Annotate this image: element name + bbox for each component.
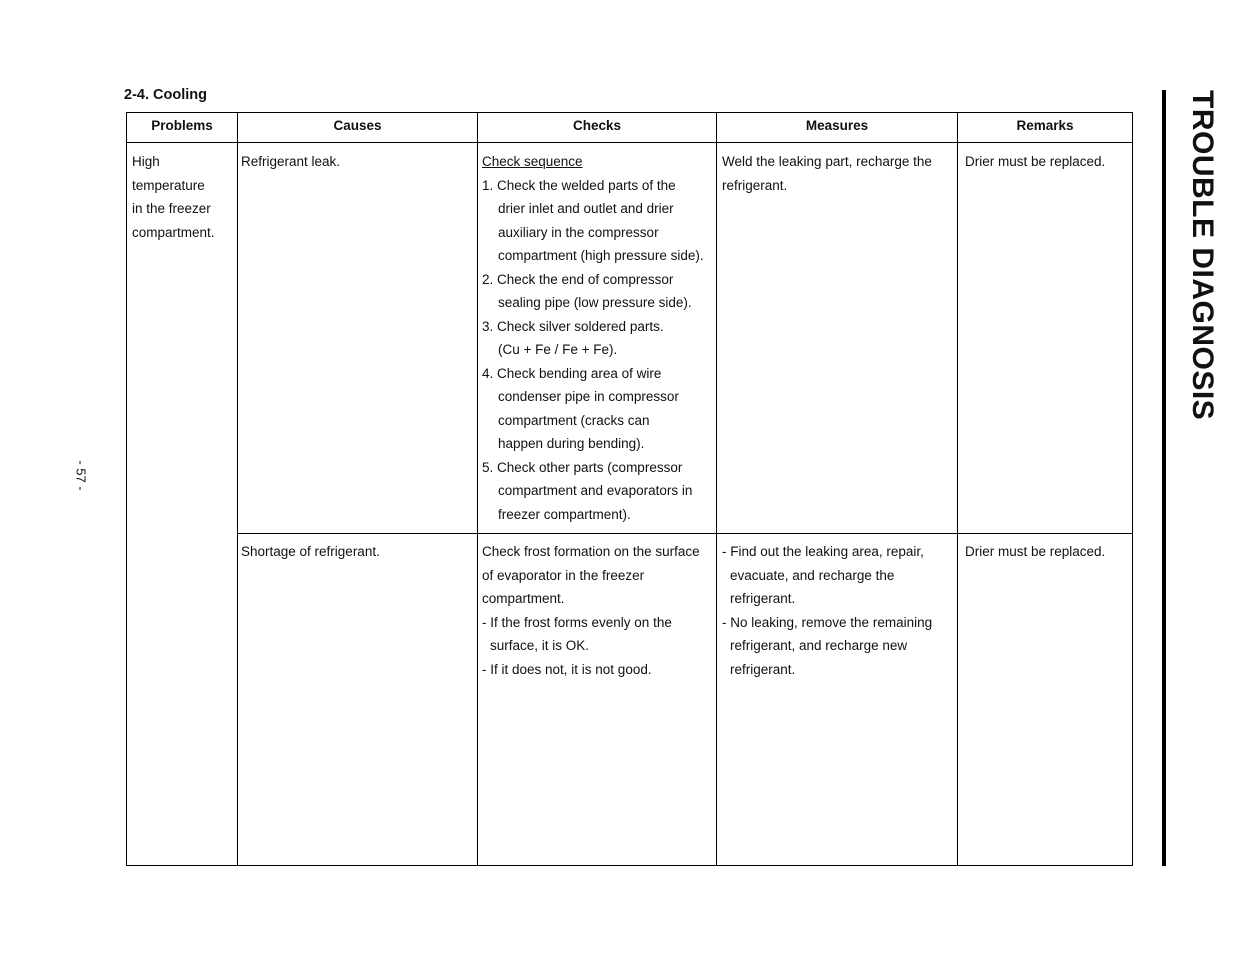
cause-text: Refrigerant leak. xyxy=(241,154,341,169)
check-step: 5. Check other parts (compressor xyxy=(482,459,683,475)
check-step: 4. Check bending area of wire xyxy=(482,365,662,381)
side-rule xyxy=(1162,90,1166,866)
section-title: 2-4. Cooling xyxy=(124,87,207,103)
measure-text: refrigerant. xyxy=(722,177,788,193)
measure-bullet-continued: refrigerant. xyxy=(730,591,796,606)
check-step-continued: compartment (high pressure side). xyxy=(498,248,704,263)
check-bullet: - If it does not, it is not good. xyxy=(482,661,652,677)
measure-bullet-continued: refrigerant, and recharge new xyxy=(730,638,908,653)
cause-cell xyxy=(241,150,340,174)
checks-cell xyxy=(482,540,700,681)
check-bullet: - If the frost forms evenly on the xyxy=(482,614,672,630)
header-checks: Checks xyxy=(572,118,622,133)
page-number: - 57 - xyxy=(73,460,89,491)
check-text: of evaporator in the freezer xyxy=(482,567,645,583)
header-causes: Causes xyxy=(333,118,382,133)
measure-bullet: - Find out the leaking area, repair, xyxy=(722,544,924,559)
check-step-continued: compartment (cracks can xyxy=(498,412,650,428)
measures-cell xyxy=(722,540,932,681)
header-problems: Problems xyxy=(151,118,213,133)
column-divider xyxy=(716,113,717,865)
check-step: 2. Check the end of compressor xyxy=(482,271,674,287)
cause-text: Shortage of refrigerant. xyxy=(241,544,380,559)
check-step-continued: freezer compartment). xyxy=(498,506,631,522)
column-divider xyxy=(237,113,238,865)
remark-text: Drier must be replaced. xyxy=(965,154,1106,169)
problem-line: compartment. xyxy=(132,224,215,240)
problem-line: High xyxy=(132,154,160,169)
problem-cell xyxy=(132,150,215,244)
header-remarks: Remarks xyxy=(1016,118,1074,133)
problem-line: temperature xyxy=(132,177,205,193)
check-step: 1. Check the welded parts of the xyxy=(482,177,676,193)
check-step-continued: drier inlet and outlet and drier xyxy=(498,201,674,216)
measure-bullet: - No leaking, remove the remaining xyxy=(722,614,933,630)
column-divider xyxy=(957,113,958,865)
header-measures: Measures xyxy=(805,118,869,133)
check-step: 3. Check silver soldered parts. xyxy=(482,318,664,334)
check-sequence-heading: Check sequence xyxy=(482,154,583,169)
check-step-continued: compartment and evaporators in xyxy=(498,483,693,498)
measures-cell xyxy=(722,150,932,197)
measure-bullet-continued: evacuate, and recharge the xyxy=(730,567,895,583)
remarks-cell xyxy=(965,540,1105,564)
cause-cell xyxy=(241,540,380,564)
check-step-continued: sealing pipe (low pressure side). xyxy=(498,295,692,310)
check-step-continued: auxiliary in the compressor xyxy=(498,224,659,240)
check-step-continued: (Cu + Fe / Fe + Fe). xyxy=(498,342,618,357)
remarks-cell xyxy=(965,150,1105,174)
diagnosis-table xyxy=(126,112,1133,866)
problem-line: in the freezer xyxy=(132,201,211,216)
measure-bullet-continued: refrigerant. xyxy=(730,661,796,677)
side-title: TROUBLE DIAGNOSIS xyxy=(1186,90,1219,421)
row-divider xyxy=(237,533,1132,534)
check-text: compartment. xyxy=(482,591,565,606)
header-divider xyxy=(127,142,1132,143)
column-divider xyxy=(477,113,478,865)
remark-text: Drier must be replaced. xyxy=(965,544,1106,559)
measure-text: Weld the leaking part, recharge the xyxy=(722,154,932,169)
check-text: Check frost formation on the surface xyxy=(482,544,700,559)
check-step-continued: happen during bending). xyxy=(498,436,645,451)
check-step-continued: condenser pipe in compressor xyxy=(498,389,679,404)
check-bullet-continued: surface, it is OK. xyxy=(490,638,590,653)
checks-cell xyxy=(482,150,704,526)
